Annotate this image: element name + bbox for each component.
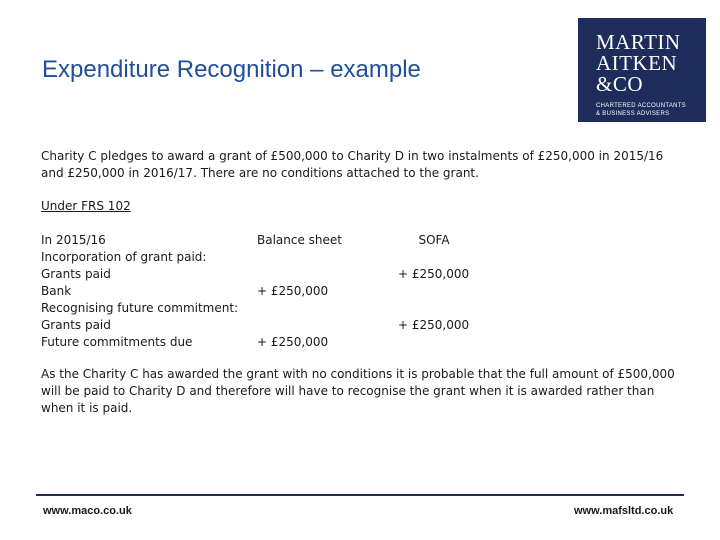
intro-paragraph: Charity C pledges to award a grant of £500,000 to Charity D in two instalments of £250,000 in 2015/16 and £250,000 in 2016/17. There are no conditions attached to the grant. [41,149,664,180]
footer-link-mafsltd[interactable]: www.mafsltd.co.uk [574,505,674,517]
logo-tagline-1: CHARTERED ACCOUNTANTS [596,103,687,109]
balance-sheet-cell [257,249,342,266]
balance-sheet-cell: + £250,000 [257,335,329,349]
label-row: Grants paid [41,267,111,281]
balance-sheet-column [257,232,342,351]
footer-divider [36,494,684,496]
balance-sheet-cell [257,317,342,334]
sofa-cell: + £250,000 [398,318,470,332]
labels-column [41,232,238,351]
balance-sheet-cell [257,300,342,317]
sofa-cell [398,249,470,266]
balance-sheet-cell [257,266,342,283]
sofa-cell [398,300,470,317]
label-row: In 2015/16 [41,233,106,247]
slide-title: Expenditure Recognition – example [42,56,421,83]
sofa-cell: + £250,000 [398,267,470,281]
logo-line-2: AITKEN [596,51,678,75]
label-row: Bank [41,284,72,298]
logo-tagline-2: & BUSINESS ADVISERS [596,111,670,117]
logo-tagline [596,102,706,118]
label-row: Recognising future commitment: [41,301,239,315]
logo-line-1: MARTIN [596,30,681,54]
label-row: Future commitments due [41,335,193,349]
sofa-header: SOFA [418,233,450,247]
sofa-column [398,232,470,351]
sofa-cell [398,283,470,300]
balance-sheet-header: Balance sheet [257,233,343,247]
label-row: Grants paid [41,318,111,332]
sofa-cell [398,334,470,351]
label-row: Incorporation of grant paid: [41,250,207,264]
section-heading: Under FRS 102 [41,199,131,213]
logo-line-3: &CO [596,72,644,96]
footer-link-maco[interactable]: www.maco.co.uk [43,505,132,517]
martin-aitken-logo [578,18,706,122]
balance-sheet-cell: + £250,000 [257,284,329,298]
conclusion-paragraph: As the Charity C has awarded the grant with no conditions it is probable that the full amount of £500,000 will be paid to Charity D and therefore will have to recognise the grant when it is awarded rather than when it is paid. [41,367,675,415]
